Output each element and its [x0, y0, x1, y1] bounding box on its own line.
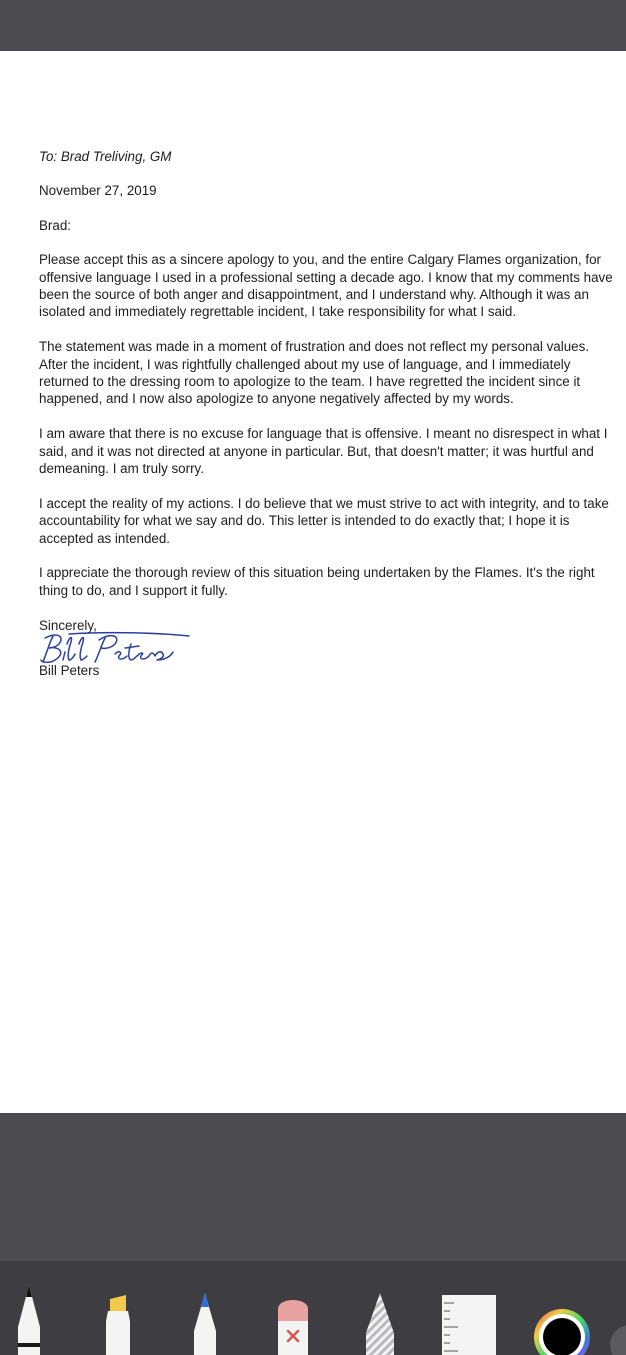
lasso-tool[interactable] [358, 1289, 402, 1355]
highlighter-tool[interactable] [98, 1291, 138, 1355]
top-bar [0, 0, 626, 51]
recipient-line: To: Brad Treliving, GM [39, 149, 172, 164]
letter-body [39, 148, 619, 679]
salutation: Brad: [39, 217, 72, 233]
markup-toolbar [0, 1261, 626, 1355]
pen-tool[interactable] [8, 1275, 50, 1355]
letter-date: November 27, 2019 [39, 183, 157, 199]
closing: Sincerely, [39, 617, 97, 633]
paragraph-4: I accept the reality of my actions. I do believe that we must strive to act with integrity, and to take accountability for what we say and do. This letter is intended to do exactly that; I hope it is accepted as intended. [39, 495, 609, 546]
paragraph-1: Please accept this as a sincere apology to you, and the entire Calgary Flames organization, for offensive language I used in a professional setting a decade ago. I know that my comments have been the source of both anger and disappointment, and I understand why. Although it was an isolated and immediately regrettable incident, I take responsibility for what I said. [39, 252, 613, 320]
pencil-tool[interactable] [184, 1291, 226, 1355]
paragraph-5: I appreciate the thorough review of this situation being undertaken by the Flames. It's the right thing to do, and I support it fully. [39, 565, 595, 598]
paragraph-3: I am aware that there is no excuse for language that is offensive. I meant no disrespect in what I said, and it was not directed at anyone in particular. But, that doesn't matter; it was hurtful and demeaning. I am truly sorry. [39, 426, 608, 477]
eraser-tool[interactable] [272, 1291, 314, 1355]
paragraph-2: The statement was made in a moment of frustration and does not reflect my personal values. After the incident, I was rightfully challenged about my use of language, and I immediately returned to the dressing room to apologize to the team. I have regretted the incident since it happened, and I now also apologize to anyone negatively affected by my words. [39, 339, 590, 407]
color-picker[interactable] [530, 1305, 594, 1355]
signer-name: Bill Peters [39, 663, 100, 679]
ruler-tool[interactable] [440, 1293, 498, 1355]
more-options-icon[interactable] [608, 1311, 626, 1355]
canvas-margin [0, 1113, 626, 1261]
handwritten-signature [39, 630, 199, 666]
